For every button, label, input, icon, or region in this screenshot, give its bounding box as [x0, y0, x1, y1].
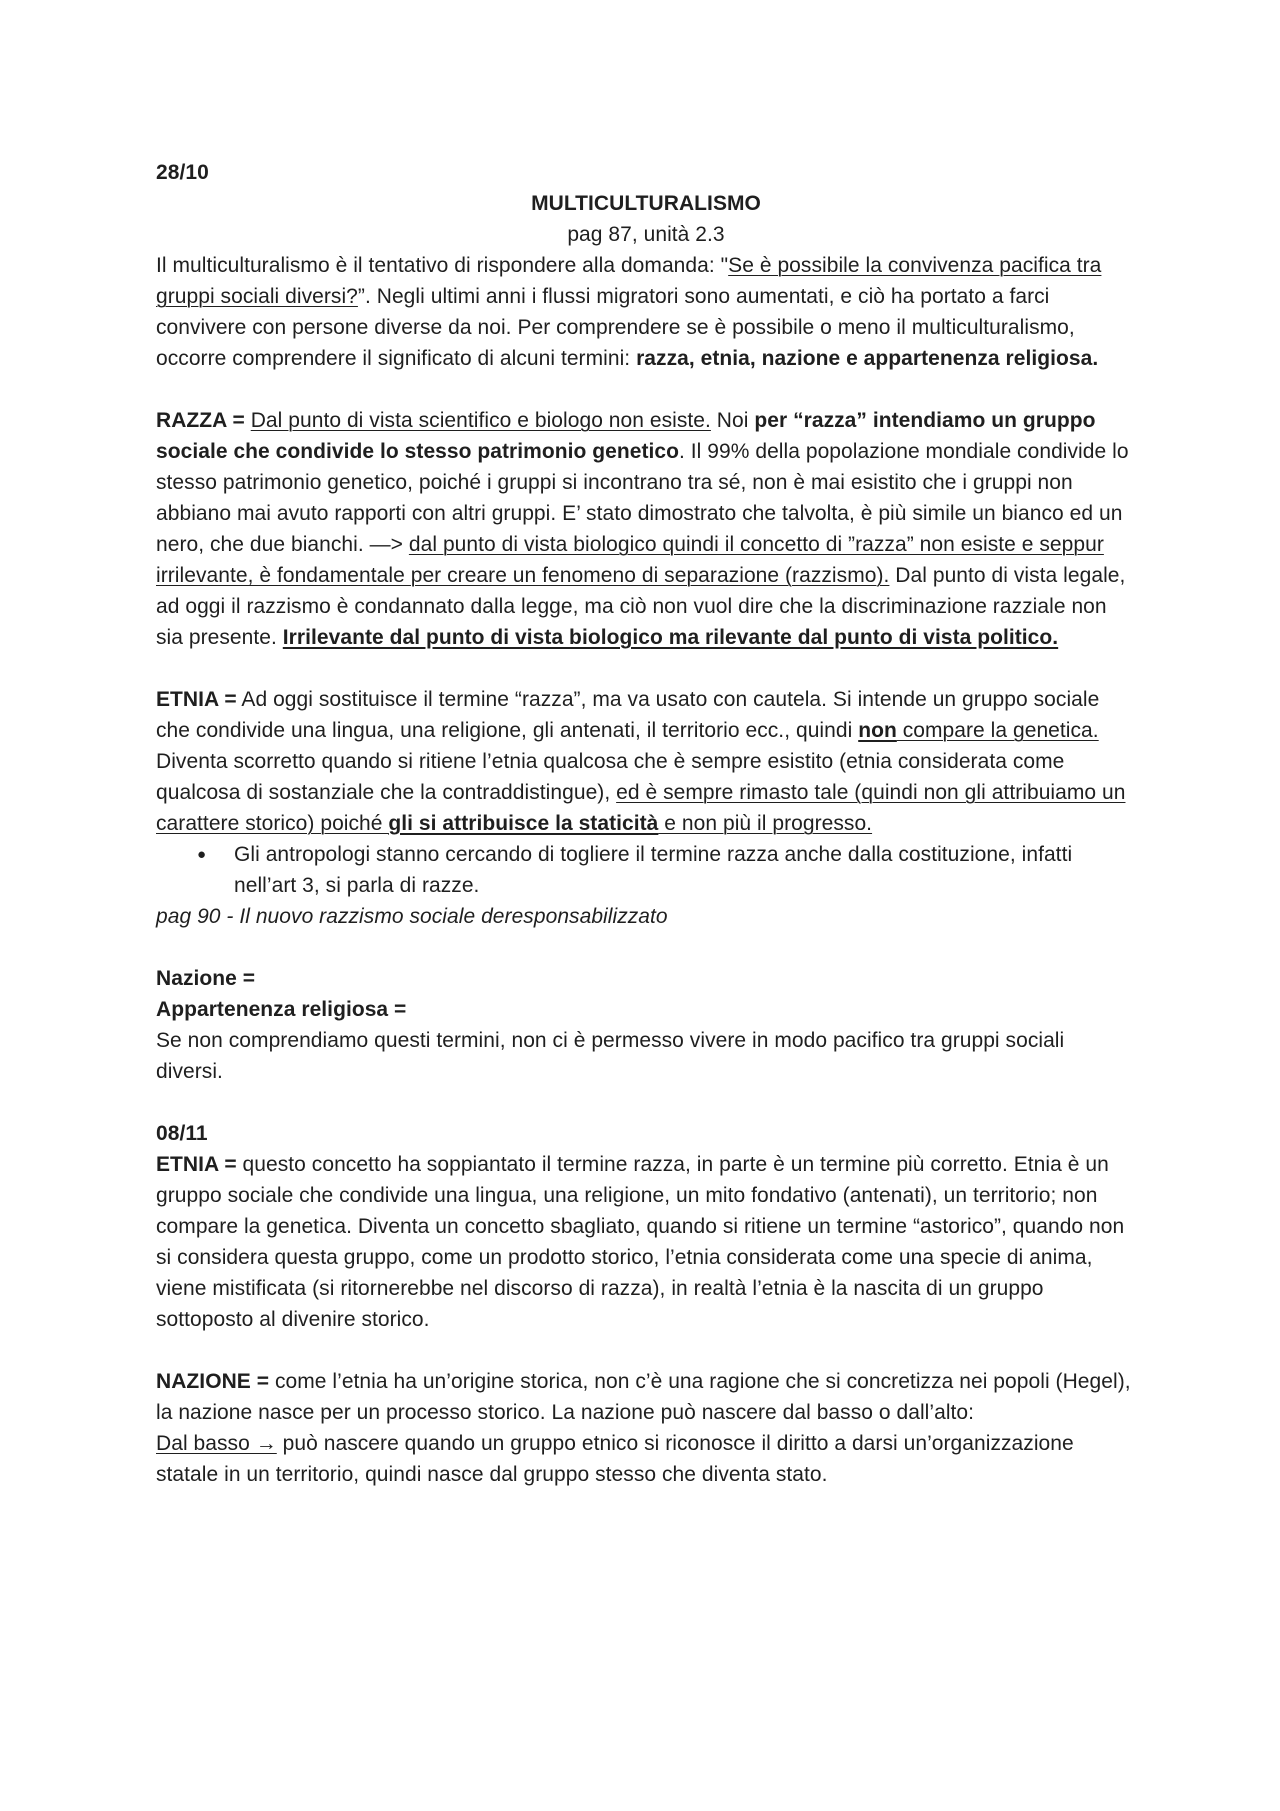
page-subtitle: pag 87, unità 2.3: [567, 223, 725, 246]
spacer: [156, 1087, 1136, 1118]
term-label: ETNIA =: [156, 1153, 237, 1176]
nazione-heading: Nazione =: [156, 967, 256, 990]
spacer: [156, 932, 1136, 963]
razza-paragraph: RAZZA = Dal punto di vista scientifico e biologo non esiste. Noi per “razza” intendiamo un gruppo sociale che condivide lo stesso patrimonio genetico. Il 99% della popolazione mondiale condivide lo stesso patrimonio genetico, poiché i gruppi si incontrano tra sé, non è mai esistito che i gruppi non abbiano mai avuto rapporti con altri gruppi. E’ stato dimostrato che talvolta, è più simile un bianco ed un nero, che due bianchi. —> dal punto di vista biologico quindi il concetto di ”razza” non esiste e seppur irrilevante, è fondamentale per creare un fenomeno di separazione (razzismo). Dal punto di vista legale, ad oggi il razzismo è condannato dalla legge, ma ciò non vuol dire che la discriminazione razziale non sia presente. Irrilevante dal punto di vista biologico ma rilevante dal punto di vista politico.: [156, 409, 1129, 649]
date-heading: 28/10: [156, 161, 209, 184]
bullet-list: [156, 839, 1136, 901]
etnia-paragraph-2: ETNIA = questo concetto ha soppiantato il termine razza, in parte è un termine più corretto. Etnia è un gruppo sociale che condivide una lingua, una religione, un mito fondativo (antenati), un territorio; non compare la genetica. Diventa un concetto sbagliato, quando si ritiene un termine “astorico”, quando non si considera questa gruppo, come un prodotto storico, l’etnia considerata come una specie di anima, viene mistificata (si ritornerebbe nel discorso di razza), in realtà l’etnia è la nascita di un gruppo sottoposto al divenire storico.: [156, 1153, 1125, 1331]
conclusion-paragraph: Se non comprendiamo questi termini, non ci è permesso vivere in modo pacifico tra gruppi sociali diversi.: [156, 1029, 1065, 1083]
term-label: NAZIONE =: [156, 1370, 270, 1393]
etnia-paragraph: ETNIA = Ad oggi sostituisce il termine “razza”, ma va usato con cautela. Si intende un gruppo sociale che condivide una lingua, una religione, gli antenati, il territorio ecc., quindi non compare la genetica. Diventa scorretto quando si ritiene l’etnia qualcosa che è sempre esistito (etnia considerata come qualcosa di sostanziale che la contraddistingue), ed è sempre rimasto tale (quindi non gli attribuiamo un carattere storico) poiché gli si attribuisce la staticità e non più il progresso.: [156, 688, 1126, 835]
page-title: MULTICULTURALISMO: [531, 192, 761, 215]
date-heading-2: 08/11: [156, 1122, 208, 1145]
term-label: ETNIA =: [156, 688, 237, 711]
list-item: ● Gli antropologi stanno cercando di togliere il termine razza anche dalla costituzione, infatti nell’art 3, si parla di razze.: [234, 839, 1136, 901]
nazione-paragraph: NAZIONE = come l’etnia ha un’origine storica, non c’è una ragione che si concretizza nei popoli (Hegel), la nazione nasce per un processo storico. La nazione può nascere dal basso o dall’alto:: [156, 1370, 1131, 1424]
dal-basso-paragraph: Dal basso → può nascere quando un gruppo etnico si riconosce il diritto a darsi un’organizzazione statale in un territorio, quindi nasce dal gruppo stesso che diventa stato.: [156, 1432, 1074, 1486]
religiosa-heading: Appartenenza religiosa =: [156, 998, 407, 1021]
term-label: RAZZA =: [156, 409, 245, 432]
document-body: [156, 157, 1136, 1490]
reference-note: pag 90 - Il nuovo razzismo sociale deresponsabilizzato: [156, 905, 668, 928]
intro-paragraph: Il multiculturalismo è il tentativo di rispondere alla domanda: "Se è possibile la convivenza pacifica tra gruppi sociali diversi?”. Negli ultimi anni i flussi migratori sono aumentati, e ciò ha portato a farci convivere con persone diverse da noi. Per comprendere se è possibile o meno il multiculturalismo, occorre comprendere il significato di alcuni termini: razza, etnia, nazione e appartenenza religiosa.: [156, 254, 1102, 370]
spacer: [156, 1335, 1136, 1366]
spacer: [156, 653, 1136, 684]
spacer: [156, 374, 1136, 405]
